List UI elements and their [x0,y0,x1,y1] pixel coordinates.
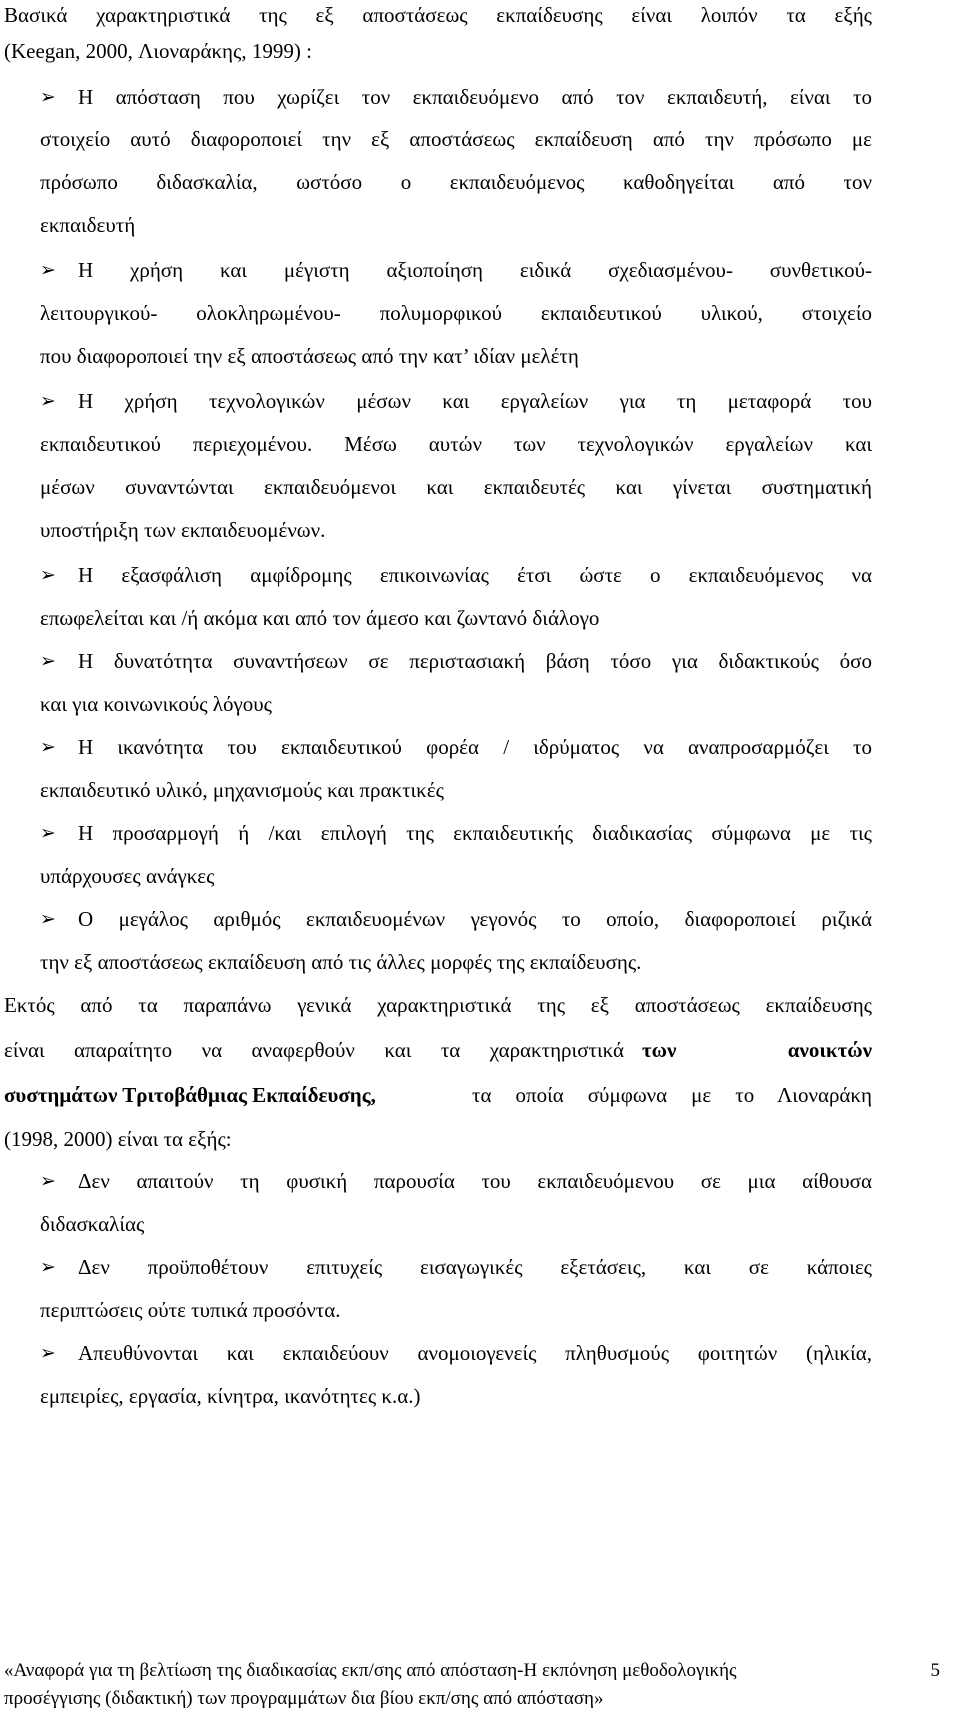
arrow-bullet-icon: ➢ [40,86,56,108]
bullet-item-10 [0,1252,960,1282]
bullet-item-9 [0,1166,960,1196]
arrow-bullet-icon: ➢ [40,1256,56,1278]
bullet-10-line-1: Δεν προϋποθέτουν επιτυχείς εισαγωγικές εξετάσεις, και σε κάποιες [78,1255,872,1279]
bullet-1-line-1: Η απόσταση που χωρίζει τον εκπαιδευόμενο από τον εκπαιδευτή, είναι το [78,85,872,109]
arrow-bullet-icon: ➢ [40,390,56,412]
bullet-6-line-1: Η ικανότητα του εκπαιδευτικού φορέα / ιδρύματος να αναπροσαρμόζει το [78,735,872,759]
open-line-3-bold: συστημάτων Τριτοβάθμιας Εκπαίδευσης, [4,1083,376,1107]
bullet-2-line-3: που διαφοροποιεί την εξ αποστάσεως από την κατ’ ιδίαν μελέτη [40,344,579,368]
open-line-1: Εκτός από τα παραπάνω γενικά χαρακτηριστικά της εξ αποστάσεως εκπαίδευσης [4,993,872,1017]
bullet-item-8 [0,904,960,934]
bullet-3-line-1: Η χρήση τεχνολογικών μέσων και εργαλείων για τη μεταφορά του [78,389,872,413]
bullet-11-line-2: εμπειρίες, εργασία, κίνητρα, ικανότητες κ.α.) [40,1384,421,1408]
bullet-2-line-2: λειτουργικού- ολοκληρωμένου- πολυμορφικού εκπαιδευτικού υλικού, στοιχείο [40,301,872,325]
bullet-item-1 [0,82,960,112]
footer-line-1: «Αναφορά για τη βελτίωση της διαδικασίας εκπ/σης από απόσταση-Η εκπόνηση μεθοδολογικής [4,1660,737,1681]
bullet-7-line-1: Η προσαρμογή ή /και επιλογή της εκπαιδευτικής διαδικασίας σύμφωνα με τις [78,821,872,845]
bullet-1-line-3: πρόσωπο διδασκαλία, ωστόσο ο εκπαιδευόμενος καθοδηγείται από τον [40,170,872,194]
bullet-item-2 [0,255,960,285]
bullet-3-line-4: υποστήριξη των εκπαιδευομένων. [40,518,326,542]
open-line-2 [4,1035,872,1065]
arrow-bullet-icon: ➢ [40,1170,56,1192]
bullet-5-line-1: Η δυνατότητα συναντήσεων σε περιστασιακή βάση τόσο για διδακτικούς όσο [78,649,872,673]
arrow-bullet-icon: ➢ [40,822,56,844]
arrow-bullet-icon: ➢ [40,736,56,758]
arrow-bullet-icon: ➢ [40,650,56,672]
open-line-3-plain: τα οποία σύμφωνα με το Λιοναράκη [472,1083,872,1107]
bullet-5-line-2: και για κοινωνικούς λόγους [40,692,272,716]
bullet-3-line-3: μέσων συναντώνται εκπαιδευόμενοι και εκπαιδευτές και γίνεται συστηματική [40,475,872,499]
bullet-9-line-2: διδασκαλίας [40,1212,145,1236]
intro-line-2: (Keegan, 2000, Λιοναράκης, 1999) : [4,39,312,63]
open-line-2-plain: είναι απαραίτητο να αναφερθούν και τα χαρακτηριστικά [4,1038,624,1062]
bullet-item-5 [0,646,960,676]
footer-line-2: προσέγγισης (διδακτική) των προγραμμάτων δια βίου εκπ/σης από απόσταση» [4,1688,604,1709]
arrow-bullet-icon: ➢ [40,1342,56,1364]
bullet-9-line-1: Δεν απαιτούν τη φυσική παρουσία του εκπαιδευόμενου σε μια αίθουσα [78,1169,872,1193]
arrow-bullet-icon: ➢ [40,564,56,586]
open-line-2-bold: των ανοικτών [642,1038,872,1062]
bullet-8-line-1: Ο μεγάλος αριθμός εκπαιδευομένων γεγονός το οποίο, διαφοροποιεί ριζικά [78,907,872,931]
bullet-2-line-1: Η χρήση και μέγιστη αξιοποίηση ειδικά σχεδιασμένου- συνθετικού- [78,258,872,282]
bullet-item-4 [0,560,960,590]
bullet-item-7 [0,818,960,848]
bullet-4-line-2: επωφελείται και /ή ακόμα και από τον άμεσο και ζωντανό διάλογο [40,606,600,630]
open-line-3 [4,1080,872,1110]
bullet-4-line-1: Η εξασφάλιση αμφίδρομης επικοινωνίας έτσι ώστε ο εκπαιδευόμενος να [78,563,872,587]
page-number: 5 [930,1660,940,1681]
intro-line-1: Βασικά χαρακτηριστικά της εξ αποστάσεως εκπαίδευσης είναι λοιπόν τα εξής [4,3,872,27]
bullet-item-6 [0,732,960,762]
bullet-1-line-2: στοιχείο αυτό διαφοροποιεί την εξ αποστάσεως εκπαίδευση από την πρόσωπο με [40,127,872,151]
bullet-6-line-2: εκπαιδευτικό υλικό, μηχανισμούς και πρακτικές [40,778,444,802]
bullet-item-11 [0,1338,960,1368]
bullet-10-line-2: περιπτώσεις ούτε τυπικά προσόντα. [40,1298,341,1322]
arrow-bullet-icon: ➢ [40,908,56,930]
arrow-bullet-icon: ➢ [40,259,56,281]
bullet-11-line-1: Απευθύνονται και εκπαιδεύουν ανομοιογενείς πληθυσμούς φοιτητών (ηλικία, [78,1341,872,1365]
bullet-1-line-4: εκπαιδευτή [40,213,136,237]
bullet-7-line-2: υπάρχουσες ανάγκες [40,864,215,888]
bullet-8-line-2: την εξ αποστάσεως εκπαίδευση από τις άλλες μορφές της εκπαίδευσης. [40,950,642,974]
bullet-item-3 [0,386,960,416]
open-line-4: (1998, 2000) είναι τα εξής: [4,1127,232,1151]
bullet-3-line-2: εκπαιδευτικού περιεχομένου. Μέσω αυτών των τεχνολογικών εργαλείων και [40,432,872,456]
